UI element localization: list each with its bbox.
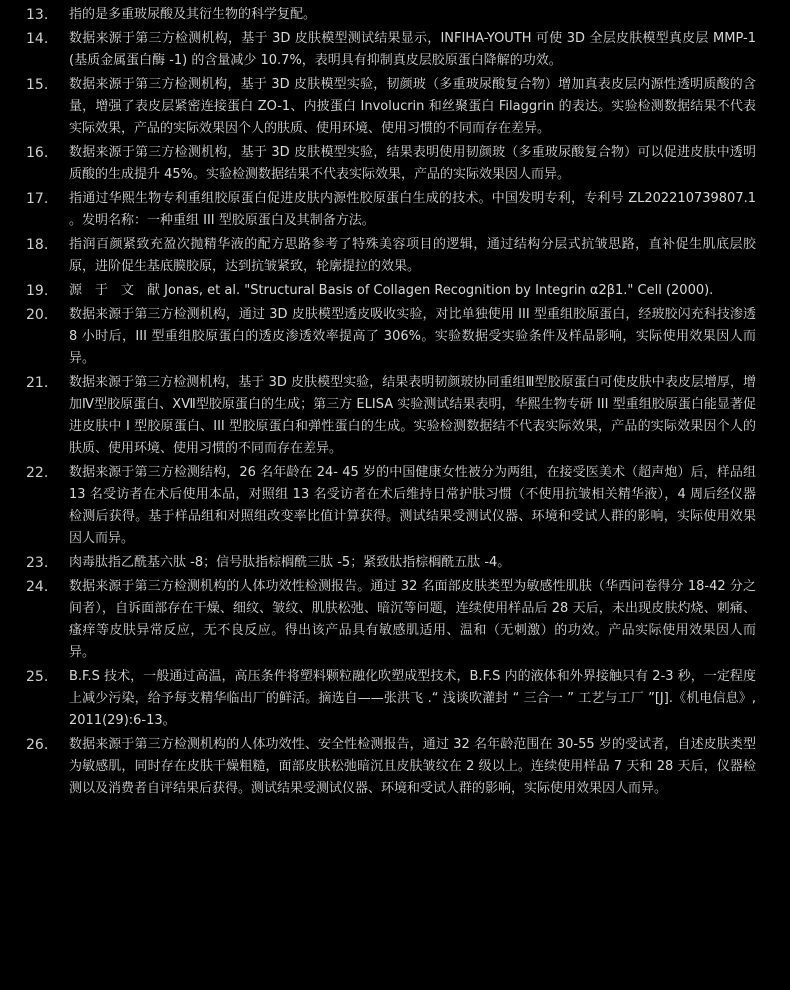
footnote-text: 指润百颜紧致充盈次抛精华液的配方思路参考了特殊美容项目的逻辑，通过结构分层式抗皱思路，直补促生肌底层胶原，进阶促生基底膜胶原，达到抗皱紧致，轮廓提拉的效果。 <box>69 237 756 274</box>
footnote-number: 19. <box>26 283 49 299</box>
footnote-number: 17. <box>26 191 49 207</box>
footnote-number: 14. <box>26 31 49 47</box>
footnote-19 <box>0 280 790 302</box>
footnote-text: 数据来源于第三方检测机构的人体功效性检测报告。通过 32 名面部皮肤类型为敏感性肌肤（华西问卷得分 18-42 分之间者），自诉面部存在干燥、细纹、皱纹、肌肤松弛、暗沉等问题，连续使用样品后 28 天后，未出现皮肤灼烧、刺痛、瘙痒等皮肤异常反应，无不良反应。得出该产品具有敏感肌适用、温和（无刺激）的功效。产品实际使用效果因人而异。 <box>69 579 756 660</box>
footnote-23 <box>0 552 790 574</box>
footnote-number: 21. <box>26 375 49 391</box>
footnote-16 <box>0 142 790 186</box>
footnote-14 <box>0 28 790 72</box>
footnote-number: 26. <box>26 737 49 753</box>
footnote-18 <box>0 234 790 278</box>
footnote-text: 指的是多重玻尿酸及其衍生物的科学复配。 <box>69 7 317 22</box>
footnote-text: 肉毒肽指乙酰基六肽 -8；信号肽指棕榈酰三肽 -5；紧致肽指棕榈酰五肽 -4。 <box>69 555 511 570</box>
footnote-24 <box>0 576 790 664</box>
footnote-25 <box>0 666 790 732</box>
footnote-text: 数据来源于第三方检测机构，通过 3D 皮肤模型透皮吸收实验，对比单独使用 III 型重组胶原蛋白，经玻胶闪充科技渗透 8 小时后，III 型重组胶原蛋白的透皮渗透效率提高了 306%。实验数据受实验条件及样品影响，实际使用效果因人而异。 <box>69 307 756 366</box>
footnote-text: 指通过华熙生物专利重组胶原蛋白促进皮肤内源性胶原蛋白生成的技术。中国发明专利，专利号 ZL202210739807.1 。发明名称：一种重组 III 型胶原蛋白及其制备方法。 <box>69 191 756 228</box>
footnote-text: B.F.S 技术，一般通过高温，高压条件将塑料颗粒融化吹塑成型技术，B.F.S 内的液体和外界接触只有 2-3 秒，一定程度上减少污染，给予每支精华临出厂的鲜活。摘选自——张洪飞 .“ 浅谈吹灌封 “ 三合一 ” 工艺与工厂 ”[J].《机电信息》,2011(29):6-13。 <box>69 669 756 728</box>
footnote-text: 数据来源于第三方检测机构的人体功效性、安全性检测报告，通过 32 名年龄范围在 30-55 岁的受试者，自述皮肤类型为敏感肌，同时存在皮肤干燥粗糙，面部皮肤松弛暗沉且皮肤皱纹在 2 级以上。连续使用样品 7 天和 28 天后，仪器检测以及消费者自评结果后获得。测试结果受测试仪器、环境和受试人群的影响，实际使用效果因人而异。 <box>69 737 756 796</box>
footnote-text: 数据来源于第三方检测结构，26 名年龄在 24- 45 岁的中国健康女性被分为两组，在接受医美术（超声炮）后，样品组 13 名受访者在术后使用本品，对照组 13 名受访者在术后维持日常护肤习惯（不使用抗皱相关精华液），4 周后经仪器检测后获得。基于样品组和对照组改变率比值计算获得。测试结果受测试仪器、环境和受试人群的影响，实际使用效果因人而异。 <box>69 465 756 546</box>
footnote-text: 数据来源于第三方检测机构，基于 3D 皮肤模型实验，结果表明韧颜玻协同重组Ⅲ型胶原蛋白可使皮肤中表皮层增厚，增加Ⅳ型胶原蛋白、ⅩⅦ型胶原蛋白的生成；第三方 ELISA 实验测试结果表明，华熙生物专研 III 型重组胶原蛋白能显著促进皮肤中 I 型胶原蛋白、III 型胶原蛋白和弹性蛋白的生成。实验检测数据结不代表实际效果，产品的实际效果因个人的肤质、使用环境、使用习惯的不同而存在差异。 <box>69 375 756 456</box>
footnote-26 <box>0 734 790 800</box>
footnote-number: 24. <box>26 579 49 595</box>
footnote-number: 13. <box>26 7 49 23</box>
footnote-number: 23. <box>26 555 49 571</box>
footnote-number: 20. <box>26 307 49 323</box>
footnote-13 <box>0 4 790 26</box>
footnote-20 <box>0 304 790 370</box>
footnote-text: 数据来源于第三方检测机构，基于 3D 皮肤模型实验，韧颜玻（多重玻尿酸复合物）增加真表皮层内源性透明质酸的含量，增强了表皮层紧密连接蛋白 ZO-1、内披蛋白 Involucrin 和丝聚蛋白 Filaggrin 的表达。实验检测数据结果不代表实际效果，产品的实际效果因个人的肤质、使用环境、使用习惯的不同而存在差异。 <box>69 77 756 136</box>
footnote-text: 数据来源于第三方检测机构，基于 3D 皮肤模型测试结果显示，INFIHA-YOUTH 可使 3D 全层皮肤模型真皮层 MMP-1(基质金属蛋白酶 -1) 的含量减少 10.7%，表明具有抑制真皮层胶原蛋白降解的功效。 <box>69 31 756 68</box>
footnote-17 <box>0 188 790 232</box>
footnote-number: 22. <box>26 465 49 481</box>
footnote-number: 18. <box>26 237 49 253</box>
footnote-21 <box>0 372 790 460</box>
footnote-number: 16. <box>26 145 49 161</box>
footnote-number: 25. <box>26 669 49 685</box>
footnote-text: 源 于 文 献 Jonas, et al. "Structural Basis of Collagen Recognition by Integrin α2β1." Cell (2000). <box>69 283 714 298</box>
footnote-number: 15. <box>26 77 49 93</box>
footnote-15 <box>0 74 790 140</box>
footnotes-list <box>0 4 790 802</box>
footnote-22 <box>0 462 790 550</box>
footnote-text: 数据来源于第三方检测机构，基于 3D 皮肤模型实验，结果表明使用韧颜玻（多重玻尿酸复合物）可以促进皮肤中透明质酸的生成提升 45%。实验检测数据结果不代表实际效果，产品的实际效果因人而异。 <box>69 145 756 182</box>
